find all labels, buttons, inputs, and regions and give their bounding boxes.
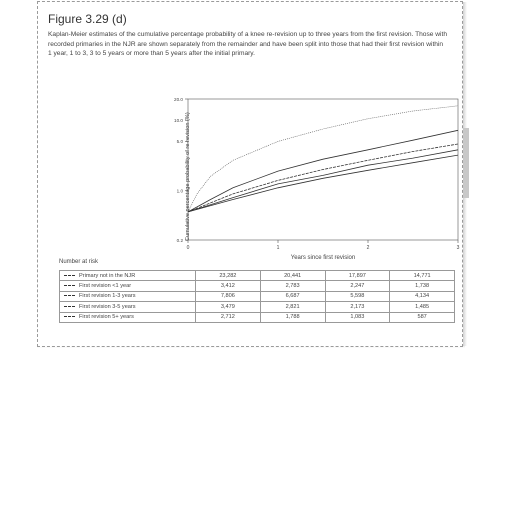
risk-cell: 1,738 — [390, 281, 455, 291]
risk-cell: 7,806 — [196, 291, 261, 301]
risk-cell: 23,282 — [196, 271, 261, 281]
legend-label: First revision <1 year — [79, 283, 132, 290]
legend-label: First revision 1-3 years — [79, 293, 136, 300]
risk-cell: 17,897 — [325, 271, 390, 281]
risk-cell: 2,247 — [325, 281, 390, 291]
legend-swatch — [64, 295, 75, 296]
risk-cell: 2,783 — [260, 281, 325, 291]
legend-label: First revision 3-5 years — [79, 303, 136, 310]
risk-cell: 587 — [390, 312, 455, 322]
risk-cell: 2,821 — [260, 302, 325, 312]
risk-table-row — [60, 312, 455, 322]
legend-label: Primary not in the NJR — [79, 272, 136, 279]
y-tick-label: 1.0 — [176, 188, 183, 194]
x-axis-label: Years since first revision — [290, 255, 356, 260]
risk-table-row — [60, 271, 455, 281]
risk-row-label — [60, 302, 196, 312]
risk-row-label — [60, 291, 196, 301]
risk-table-row — [60, 302, 455, 312]
risk-cell: 3,479 — [196, 302, 261, 312]
x-tick-label: 0 — [186, 245, 190, 251]
risk-cell: 6,687 — [260, 291, 325, 301]
risk-row-label — [60, 271, 196, 281]
risk-cell: 4,134 — [390, 291, 455, 301]
risk-cell: 3,412 — [196, 281, 261, 291]
risk-cell: 14,771 — [390, 271, 455, 281]
legend-label: First revision 5+ years — [79, 314, 134, 321]
figure-caption: Kaplan-Meier estimates of the cumulative percentage probability of a knee re-revision up to three years from the first revision. Those with recorded primaries in the NJR are shown separately from the remainder and have been split into those that had their first revision within 1 year, 1 to 3, 3 to 5 years or more than 5 years after the initial primary. — [48, 31, 447, 58]
risk-row-label — [60, 281, 196, 291]
y-tick-label: 20.0 — [174, 96, 183, 102]
x-tick-label: 1 — [276, 245, 280, 251]
y-tick-label: 0.2 — [176, 237, 183, 243]
number-at-risk-table — [59, 270, 455, 323]
legend-swatch — [64, 306, 75, 307]
risk-cell: 2,712 — [196, 312, 261, 322]
km-chart — [143, 94, 463, 260]
figure-title: Figure 3.29 (d) — [48, 12, 127, 26]
risk-cell: 1,788 — [260, 312, 325, 322]
risk-cell: 1,485 — [390, 302, 455, 312]
risk-cell: 2,173 — [325, 302, 390, 312]
report-page — [37, 1, 463, 347]
series-lines — [188, 106, 458, 212]
series-line — [188, 130, 458, 212]
risk-cell: 1,083 — [325, 312, 390, 322]
y-tick-label: 10.0 — [174, 118, 183, 124]
risk-cell: 5,598 — [325, 291, 390, 301]
y-axis-label: Cumulative percentage probability of re-revision (%) — [185, 112, 191, 241]
risk-table-row — [60, 291, 455, 301]
y-tick-label: 5.0 — [176, 139, 183, 145]
axis-ticks — [174, 97, 460, 251]
risk-table-row — [60, 281, 455, 291]
page-edge-tab — [463, 128, 469, 198]
legend-swatch — [64, 275, 75, 276]
legend-swatch — [64, 285, 75, 286]
risk-row-label — [60, 312, 196, 322]
x-tick-label: 2 — [366, 245, 370, 251]
risk-table-title: Number at risk — [59, 259, 99, 265]
risk-cell: 20,441 — [260, 271, 325, 281]
legend-swatch — [64, 316, 75, 317]
x-tick-label: 3 — [456, 245, 460, 251]
